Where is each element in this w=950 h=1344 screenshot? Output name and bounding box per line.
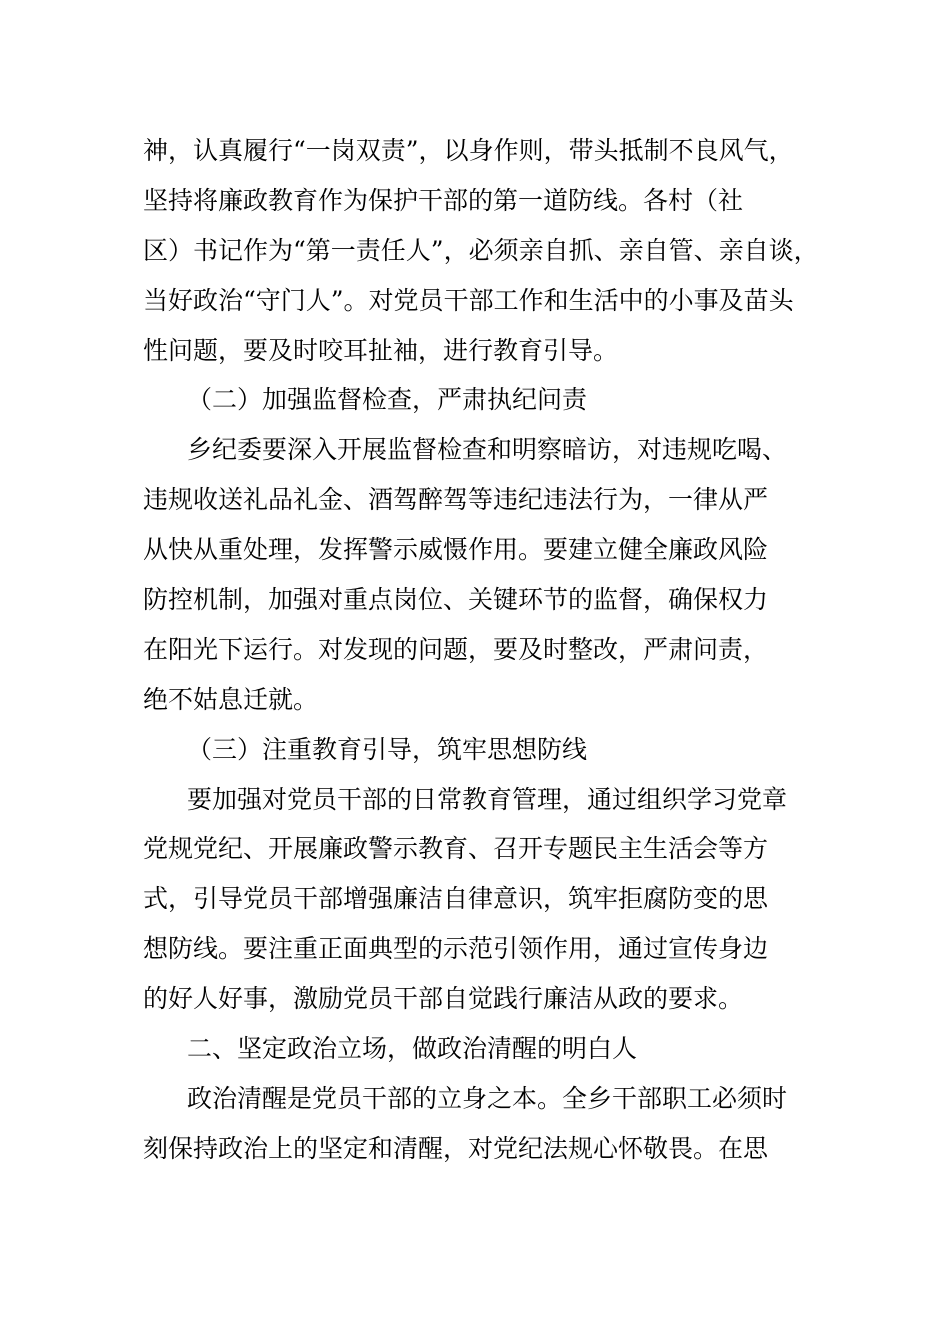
text-line: 党规党纪、开展廉政警示教育、召开专题民主生活会等方 (143, 834, 769, 864)
text-line: 刻保持政治上的坚定和清醒，对党纪法规心怀敬畏。在思 (143, 1133, 769, 1163)
major-heading-2: 二、坚定政治立场，做政治清醒的明白人 (187, 1034, 638, 1064)
text-line: 从快从重处理，发挥警示威慑作用。要建立健全廉政风险 (143, 535, 769, 565)
text-line: 区）书记作为“第一责任人”，必须亲自抓、亲自管、亲自谈， (143, 235, 819, 265)
text-line: 神，认真履行“一岗双责”，以身作则，带头抵制不良风气， (143, 136, 794, 165)
text-line: 违规收送礼品礼金、酒驾醉驾等违纪违法行为，一律从严 (143, 485, 769, 515)
text-line: 在阳光下运行。对发现的问题，要及时整改，严肃问责， (143, 634, 769, 664)
text-line: 的好人好事，激励党员干部自觉践行廉洁从政的要求。 (143, 984, 744, 1014)
text-line: 政治清醒是党员干部的立身之本。全乡干部职工必须时 (187, 1083, 788, 1113)
text-line: 想防线。要注重正面典型的示范引领作用，通过宣传身边 (143, 934, 769, 964)
text-line: 绝不姑息迁就。 (143, 684, 319, 714)
text-line: 乡纪委要深入开展监督检查和明察暗访，对违规吃喝、 (187, 435, 788, 465)
text-line: 式，引导党员干部增强廉洁自律意识，筑牢拒腐防变的思 (143, 884, 769, 914)
text-line: 性问题，要及时咬耳扯袖，进行教育引导。 (143, 335, 619, 365)
document-body (143, 126, 843, 1174)
section-heading-2: （二）加强监督检查，严肃执纪问责 (187, 385, 588, 415)
text-line: 防控机制，加强对重点岗位、关键环节的监督，确保权力 (143, 585, 769, 615)
text-line: 当好政治“守门人”。对党员干部工作和生活中的小事及苗头 (143, 285, 794, 315)
text-line: 坚持将廉政教育作为保护干部的第一道防线。各村（社 (143, 185, 744, 215)
section-heading-3: （三）注重教育引导，筑牢思想防线 (187, 734, 588, 764)
text-line: 要加强对党员干部的日常教育管理，通过组织学习党章 (187, 784, 788, 814)
